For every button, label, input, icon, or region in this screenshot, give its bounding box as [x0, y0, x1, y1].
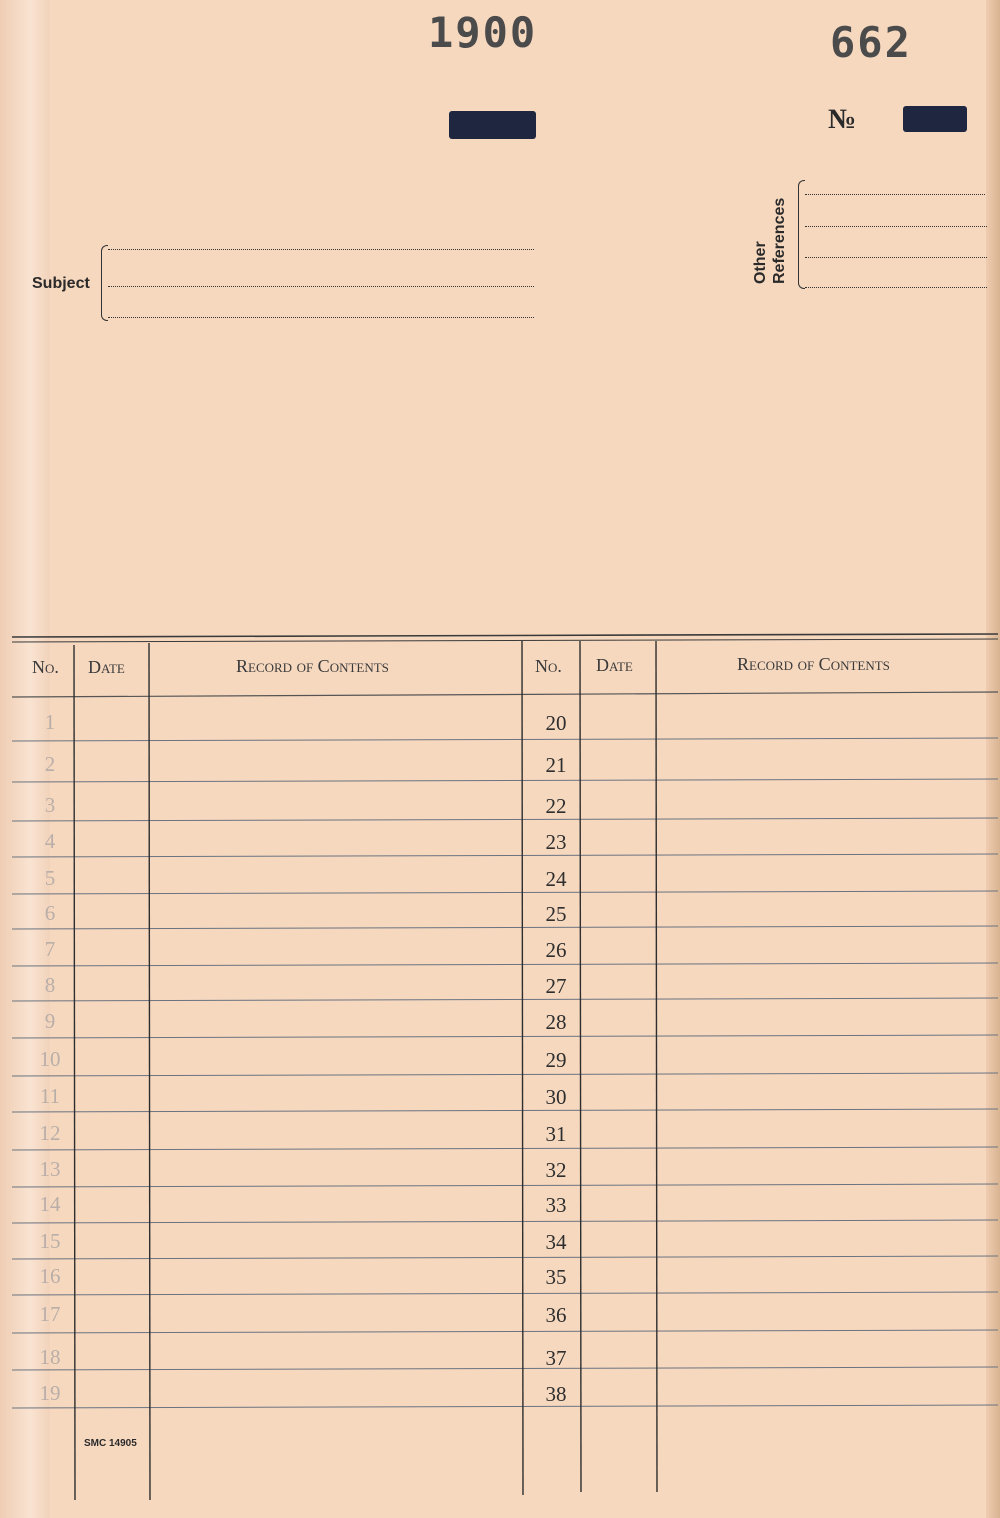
row-number: 14 — [39, 1192, 61, 1216]
row-number: 19 — [39, 1381, 61, 1405]
column-header-record: Record of Contents — [236, 656, 389, 676]
row-rule — [12, 818, 998, 821]
year-stamp: 1900 — [428, 8, 538, 57]
row-number: 28 — [545, 1010, 567, 1034]
row-number: 34 — [545, 1230, 567, 1254]
file-number-stamp: 662 — [830, 18, 912, 67]
table-top-rule — [12, 634, 998, 637]
row-number: 7 — [44, 937, 56, 961]
row-number: 33 — [545, 1193, 567, 1217]
number-label: № — [828, 104, 857, 135]
row-rule — [12, 738, 998, 741]
row-rule — [12, 891, 998, 894]
row-number: 10 — [39, 1047, 61, 1071]
row-number: 11 — [39, 1084, 61, 1108]
row-rule — [12, 1330, 998, 1333]
row-number: 12 — [39, 1121, 61, 1145]
row-number: 3 — [44, 793, 56, 817]
column-rule — [656, 641, 657, 1492]
column-header-date: Date — [596, 655, 633, 675]
row-rule — [12, 779, 998, 782]
row-number: 35 — [545, 1265, 567, 1289]
row-number: 27 — [545, 974, 567, 998]
row-rule — [12, 1073, 998, 1076]
row-number: 4 — [44, 829, 56, 853]
row-number: 2 — [44, 752, 56, 776]
row-number: 24 — [545, 867, 567, 891]
row-number: 32 — [545, 1158, 567, 1182]
other-references-label: Other References — [752, 197, 788, 284]
row-number: 31 — [545, 1122, 567, 1146]
row-rule — [12, 926, 998, 929]
column-rule — [149, 643, 150, 1500]
row-rule — [12, 1367, 998, 1370]
row-number: 37 — [545, 1346, 567, 1370]
row-number: 25 — [545, 902, 567, 926]
row-number: 21 — [545, 753, 567, 777]
row-number: 22 — [545, 794, 567, 818]
row-number: 29 — [545, 1048, 567, 1072]
row-number: 20 — [545, 711, 567, 735]
column-header-record: Record of Contents — [737, 654, 890, 674]
row-number: 15 — [39, 1229, 61, 1253]
column-header-no: No. — [535, 656, 562, 676]
row-number: 17 — [39, 1302, 61, 1326]
row-number: 18 — [39, 1345, 61, 1369]
row-number: 5 — [44, 866, 56, 890]
row-number: 36 — [545, 1303, 567, 1327]
row-rule — [12, 1035, 998, 1038]
row-rule — [12, 1292, 998, 1295]
column-header-no: No. — [32, 657, 59, 677]
form-code: SMC 14905 — [84, 1438, 137, 1449]
row-number: 1 — [44, 710, 56, 734]
row-number: 13 — [39, 1157, 61, 1181]
row-number: 9 — [44, 1009, 56, 1033]
row-number: 38 — [545, 1382, 567, 1406]
table-top-rule — [12, 639, 998, 642]
subject-label: Subject — [32, 275, 90, 292]
row-number: 23 — [545, 830, 567, 854]
row-rule — [12, 1184, 998, 1187]
row-rule — [12, 998, 998, 1001]
row-rule — [12, 1109, 998, 1112]
row-rule — [12, 1147, 998, 1150]
row-number: 8 — [44, 973, 56, 997]
row-rule — [12, 963, 998, 966]
row-number: 30 — [545, 1085, 567, 1109]
row-rule — [12, 854, 998, 857]
row-rule — [12, 1220, 998, 1223]
row-rule — [12, 1256, 998, 1259]
row-number: 16 — [39, 1264, 61, 1288]
column-rule — [74, 645, 75, 1500]
row-rule — [12, 1405, 998, 1408]
header-bottom-rule — [12, 692, 998, 697]
row-number: 26 — [545, 938, 567, 962]
row-number: 6 — [44, 901, 56, 925]
column-rule — [522, 641, 523, 1495]
column-rule — [580, 641, 581, 1492]
column-header-date: Date — [88, 657, 125, 677]
